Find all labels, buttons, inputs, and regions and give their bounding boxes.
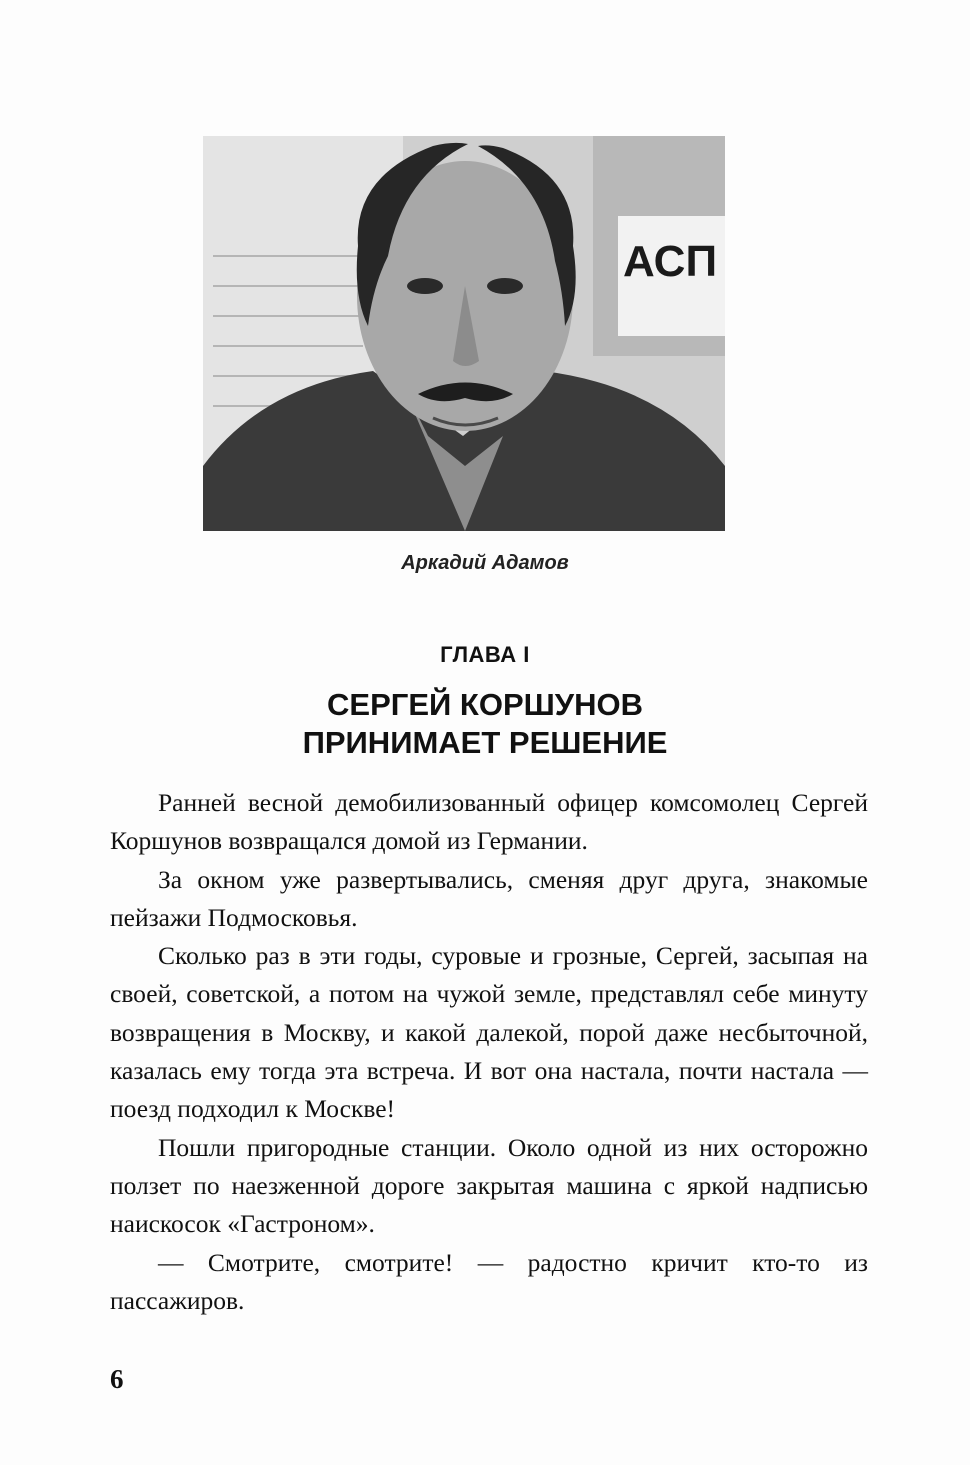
page-number: 6 — [110, 1364, 124, 1394]
chapter-title-line-2: ПРИНИМАЕТ РЕШЕНИЕ — [302, 725, 668, 760]
author-photo — [203, 136, 725, 531]
photo-caption: Аркадий Адамов — [401, 552, 569, 574]
paragraph: Ранней весной демобилизованный офицер комсомолец Сергей Коршунов возвращался домой из Германии. — [110, 788, 868, 856]
paragraph: За окном уже развертывались, сменяя друг друга, знакомые пейзажи Подмосковья. — [110, 864, 868, 932]
background-sign-text: АСП — [623, 237, 718, 286]
chapter-body — [110, 784, 868, 1320]
paragraph: — Смотрите, смотрите! — радостно кричит кто-то из пассажиров. — [110, 1247, 868, 1315]
chapter-title-line-1: СЕРГЕЙ КОРШУНОВ — [327, 687, 643, 722]
paragraph: Сколько раз в эти годы, суровые и грозные, Сергей, засыпая на своей, советской, а потом на чужой земле, представлял себе минуту возвращения в Москву, и какой далекой, порой даже несбыточной, казалась ему тогда эта встреча. И вот она настала, почти настала — поезд подходил к Москве! — [110, 941, 868, 1124]
chapter-title — [0, 686, 970, 762]
paragraph: Пошли пригородные станции. Около одной из них осторожно ползет по наезженной дороге закрытая машина с яркой надписью наискосок «Гастроном». — [110, 1132, 868, 1239]
chapter-label: ГЛАВА I — [440, 642, 530, 667]
